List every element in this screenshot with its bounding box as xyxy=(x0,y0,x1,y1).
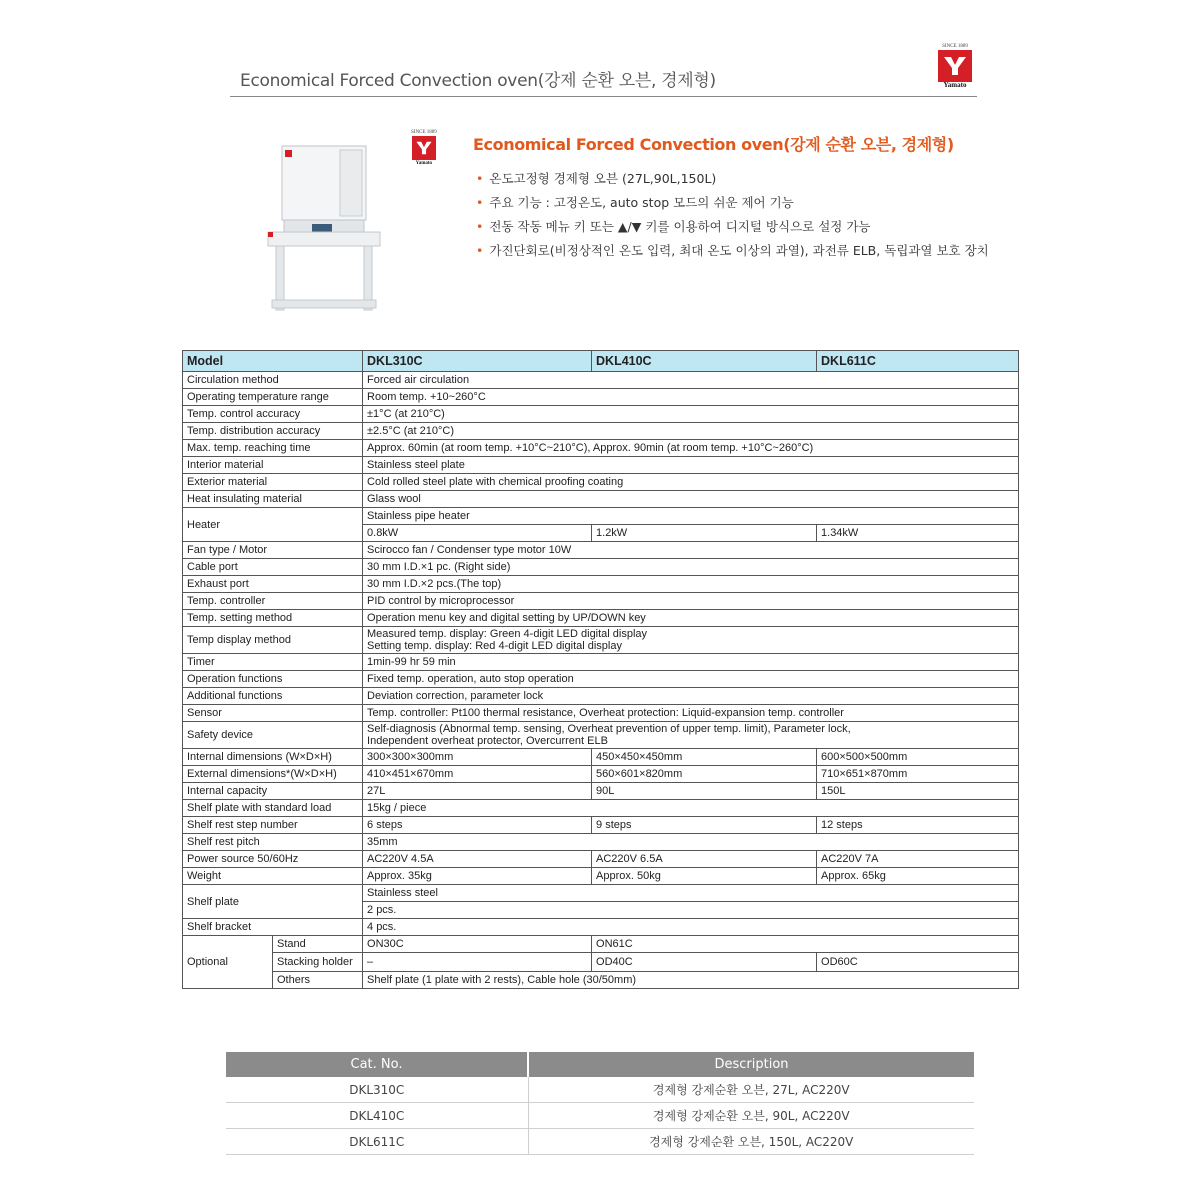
yamato-logo-small xyxy=(411,130,437,167)
spec-value: ON61C xyxy=(592,936,1019,953)
spec-row xyxy=(183,440,1019,457)
spec-value: Approx. 60min (at room temp. +10°C~210°C), Approx. 90min (at room temp. +10°C~260°C) xyxy=(363,440,1019,457)
spec-row xyxy=(183,766,1019,783)
yamato-logo xyxy=(938,44,972,89)
spec-label: Weight xyxy=(183,868,363,885)
spec-label: Exhaust port xyxy=(183,576,363,593)
spec-value: ON30C xyxy=(363,936,592,953)
feature-item: • 가진단회로(비정상적인 온도 입력, 최대 온도 이상의 과열), 과전류 ELB, 독립과열 보호 장치 xyxy=(476,243,989,258)
catalog-number: DKL611C xyxy=(226,1129,528,1155)
spec-value: Deviation correction, parameter lock xyxy=(363,688,1019,705)
spec-label: External dimensions*(W×D×H) xyxy=(183,766,363,783)
spec-value: 12 steps xyxy=(817,817,1019,834)
spec-value: OD60C xyxy=(817,953,1019,972)
spec-value: – xyxy=(363,953,592,972)
spec-value: Stainless pipe heater xyxy=(363,508,1019,525)
spec-value: Fixed temp. operation, auto stop operation xyxy=(363,671,1019,688)
spec-value: Room temp. +10~260°C xyxy=(363,389,1019,406)
spec-value: Shelf plate (1 plate with 2 rests), Cable hole (30/50mm) xyxy=(363,972,1019,989)
spec-value: 0.8kW xyxy=(363,525,592,542)
spec-value: PID control by microprocessor xyxy=(363,593,1019,610)
spec-label: Shelf bracket xyxy=(183,919,363,936)
spec-value: 710×651×870mm xyxy=(817,766,1019,783)
spec-label: Temp display method xyxy=(183,627,363,654)
spec-row xyxy=(183,423,1019,440)
spec-row xyxy=(183,389,1019,406)
logo-small-since-text: SINCE 1889 xyxy=(411,130,437,135)
spec-row xyxy=(183,936,1019,953)
spec-value: 1min-99 hr 59 min xyxy=(363,654,1019,671)
spec-row xyxy=(183,972,1019,989)
model-name: DKL310C xyxy=(363,351,592,372)
spec-value: AC220V 4.5A xyxy=(363,851,592,868)
spec-value: Forced air circulation xyxy=(363,372,1019,389)
catalog-row xyxy=(226,1103,974,1129)
spec-label: Power source 50/60Hz xyxy=(183,851,363,868)
yamato-mark-small-icon xyxy=(412,136,436,160)
spec-value: ±2.5°C (at 210°C) xyxy=(363,423,1019,440)
oven-product-image xyxy=(262,140,386,324)
spec-value: 15kg / piece xyxy=(363,800,1019,817)
spec-label: Operation functions xyxy=(183,671,363,688)
model-name: DKL611C xyxy=(817,351,1019,372)
spec-value: Scirocco fan / Condenser type motor 10W xyxy=(363,542,1019,559)
spec-row xyxy=(183,885,1019,902)
catalog-header: Description xyxy=(528,1052,974,1077)
spec-value: 450×450×450mm xyxy=(592,749,817,766)
spec-value: Approx. 50kg xyxy=(592,868,817,885)
model-name: DKL410C xyxy=(592,351,817,372)
spec-label: Sensor xyxy=(183,705,363,722)
page-header-title: Economical Forced Convection oven(강제 순환 오븐, 경제형) xyxy=(240,71,716,91)
yamato-mark-icon xyxy=(938,50,972,82)
spec-label: Max. temp. reaching time xyxy=(183,440,363,457)
logo-small-brand-text: Yamato xyxy=(415,161,433,166)
spec-value: 150L xyxy=(817,783,1019,800)
spec-label: Heat insulating material xyxy=(183,491,363,508)
spec-label: Shelf rest step number xyxy=(183,817,363,834)
spec-value: 1.2kW xyxy=(592,525,817,542)
spec-label: Fan type / Motor xyxy=(183,542,363,559)
spec-value: Operation menu key and digital setting by UP/DOWN key xyxy=(363,610,1019,627)
spec-row xyxy=(183,542,1019,559)
logo-since-text: SINCE 1889 xyxy=(942,44,968,49)
spec-label: Exterior material xyxy=(183,474,363,491)
spec-value: 1.34kW xyxy=(817,525,1019,542)
spec-value: Glass wool xyxy=(363,491,1019,508)
feature-item: • 온도고정형 경제형 오븐 (27L,90L,150L) xyxy=(476,171,717,186)
spec-row xyxy=(183,593,1019,610)
specification-table xyxy=(182,350,1019,989)
spec-label: Additional functions xyxy=(183,688,363,705)
spec-row xyxy=(183,817,1019,834)
spec-value: Cold rolled steel plate with chemical proofing coating xyxy=(363,474,1019,491)
spec-row xyxy=(183,559,1019,576)
spec-value: 30 mm I.D.×2 pcs.(The top) xyxy=(363,576,1019,593)
spec-label: Temp. setting method xyxy=(183,610,363,627)
spec-row xyxy=(183,671,1019,688)
spec-row xyxy=(183,406,1019,423)
spec-row xyxy=(183,705,1019,722)
spec-row xyxy=(183,919,1019,936)
model-label: Model xyxy=(183,351,363,372)
spec-label: Timer xyxy=(183,654,363,671)
spec-row xyxy=(183,491,1019,508)
bullet-icon: • xyxy=(476,171,484,186)
spec-label: Shelf plate with standard load xyxy=(183,800,363,817)
catalog-header: Cat. No. xyxy=(226,1052,528,1077)
spec-row xyxy=(183,627,1019,654)
spec-sublabel: Others xyxy=(273,972,363,989)
spec-label: Circulation method xyxy=(183,372,363,389)
spec-row xyxy=(183,576,1019,593)
spec-value: 300×300×300mm xyxy=(363,749,592,766)
spec-label: Temp. control accuracy xyxy=(183,406,363,423)
catalog-description: 경제형 강제순환 오븐, 27L, AC220V xyxy=(528,1077,974,1103)
catalog-number: DKL310C xyxy=(226,1077,528,1103)
spec-sublabel: Stand xyxy=(273,936,363,953)
spec-value: 6 steps xyxy=(363,817,592,834)
spec-sublabel: Stacking holder xyxy=(273,953,363,972)
spec-row xyxy=(183,654,1019,671)
spec-label: Temp. controller xyxy=(183,593,363,610)
logo-brand-text: Yamato xyxy=(943,81,967,89)
spec-row xyxy=(183,834,1019,851)
bullet-icon: • xyxy=(476,195,484,210)
spec-value: 600×500×500mm xyxy=(817,749,1019,766)
spec-value: OD40C xyxy=(592,953,817,972)
spec-row xyxy=(183,851,1019,868)
spec-value: Stainless steel plate xyxy=(363,457,1019,474)
spec-value: Stainless steel xyxy=(363,885,1019,902)
catalog-description: 경제형 강제순환 오븐, 150L, AC220V xyxy=(528,1129,974,1155)
spec-label: Heater xyxy=(183,508,363,542)
spec-value: Self-diagnosis (Abnormal temp. sensing, Overheat prevention of upper temp. limit), Parameter lock, Independent overheat protector, Overcurrent ELB xyxy=(363,722,1019,749)
spec-value: Temp. controller: Pt100 thermal resistance, Overheat protection: Liquid-expansion temp. controller xyxy=(363,705,1019,722)
spec-row xyxy=(183,688,1019,705)
spec-value: Approx. 65kg xyxy=(817,868,1019,885)
spec-value: 2 pcs. xyxy=(363,902,1019,919)
spec-row xyxy=(183,749,1019,766)
spec-label: Shelf plate xyxy=(183,885,363,919)
spec-label: Interior material xyxy=(183,457,363,474)
spec-value: Approx. 35kg xyxy=(363,868,592,885)
spec-label: Temp. distribution accuracy xyxy=(183,423,363,440)
catalog-table xyxy=(226,1052,974,1155)
catalog-number: DKL410C xyxy=(226,1103,528,1129)
catalog-description: 경제형 강제순환 오븐, 90L, AC220V xyxy=(528,1103,974,1129)
catalog-header-row xyxy=(226,1052,974,1077)
spec-label: Internal capacity xyxy=(183,783,363,800)
spec-row xyxy=(183,953,1019,972)
spec-row xyxy=(183,457,1019,474)
spec-value: AC220V 6.5A xyxy=(592,851,817,868)
spec-value: 9 steps xyxy=(592,817,817,834)
spec-value: 410×451×670mm xyxy=(363,766,592,783)
spec-row xyxy=(183,474,1019,491)
product-title: Economical Forced Convection oven(강제 순환 오븐, 경제형) xyxy=(473,135,954,154)
bullet-icon: • xyxy=(476,219,484,234)
spec-value: ±1°C (at 210°C) xyxy=(363,406,1019,423)
spec-label: Safety device xyxy=(183,722,363,749)
header-divider xyxy=(230,96,977,97)
spec-value: 90L xyxy=(592,783,817,800)
spec-row xyxy=(183,372,1019,389)
spec-row xyxy=(183,722,1019,749)
spec-value: AC220V 7A xyxy=(817,851,1019,868)
catalog-row xyxy=(226,1077,974,1103)
feature-item: • 전동 작동 메뉴 키 또는 ▲/▼ 키를 이용하여 디지털 방식으로 설정 가능 xyxy=(476,219,871,234)
spec-value: 560×601×820mm xyxy=(592,766,817,783)
bullet-icon: • xyxy=(476,243,484,258)
spec-row xyxy=(183,800,1019,817)
spec-label: Cable port xyxy=(183,559,363,576)
catalog-row xyxy=(226,1129,974,1155)
spec-row xyxy=(183,508,1019,525)
spec-value: 4 pcs. xyxy=(363,919,1019,936)
spec-label: Optional xyxy=(183,936,273,989)
spec-value: 35mm xyxy=(363,834,1019,851)
feature-item: • 주요 기능 : 고정온도, auto stop 모드의 쉬운 제어 기능 xyxy=(476,195,794,210)
spec-label: Internal dimensions (W×D×H) xyxy=(183,749,363,766)
spec-row xyxy=(183,783,1019,800)
spec-label: Operating temperature range xyxy=(183,389,363,406)
spec-header-row xyxy=(183,351,1019,372)
spec-label: Shelf rest pitch xyxy=(183,834,363,851)
feature-list xyxy=(476,170,989,266)
spec-row xyxy=(183,868,1019,885)
spec-value: Measured temp. display: Green 4-digit LED digital display Setting temp. display: Red 4-digit LED digital display xyxy=(363,627,1019,654)
spec-value: 27L xyxy=(363,783,592,800)
spec-value: 30 mm I.D.×1 pc. (Right side) xyxy=(363,559,1019,576)
spec-row xyxy=(183,610,1019,627)
